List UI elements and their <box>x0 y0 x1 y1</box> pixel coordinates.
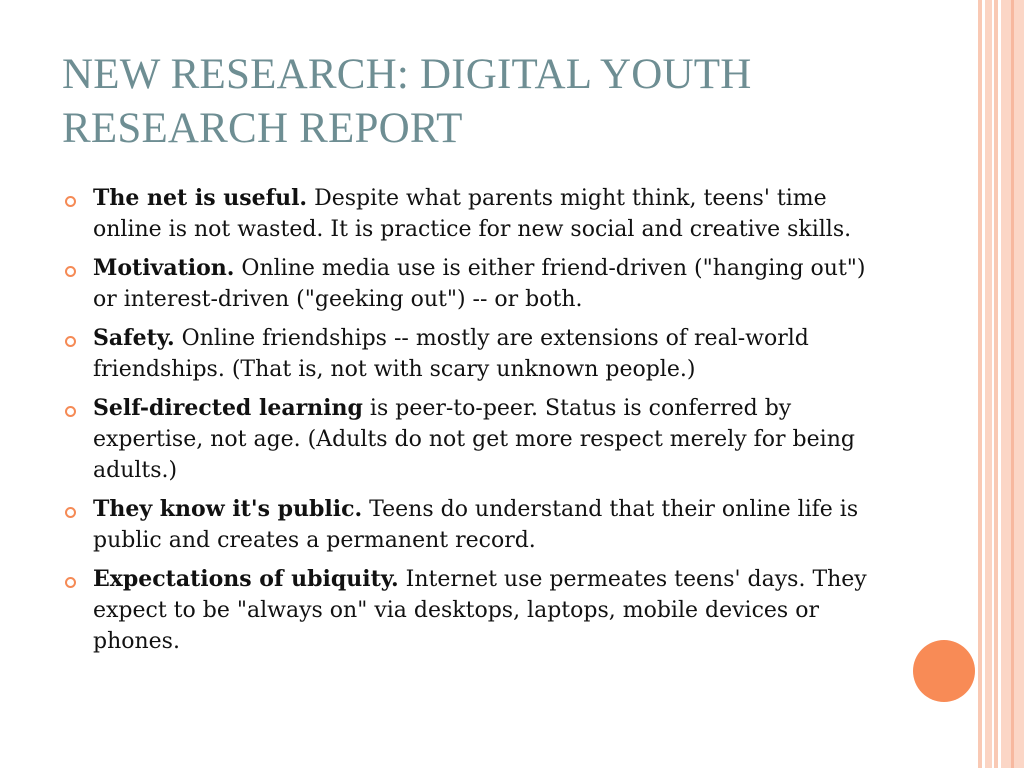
slide-title: NEW RESEARCH: DIGITAL YOUTH RESEARCH REPORT <box>62 51 752 152</box>
bullet-circle-icon <box>65 336 76 347</box>
bullet-lead: Motivation. <box>93 255 235 281</box>
bullet-text: is peer-to-peer. Status is conferred by expertise, not age. (Adults do not get more respect merely for being adults.) <box>93 396 855 483</box>
bullet-list <box>62 183 892 665</box>
bullet-text: Internet use permeates teens' days. They expect to be "always on" via desktops, laptops, mobile devices or phones. <box>93 567 867 654</box>
decorative-stripe <box>994 0 998 768</box>
bullet-lead: Safety. <box>93 325 175 351</box>
bullet-lead: They know it's public. <box>93 496 363 522</box>
bullet-circle-icon <box>65 406 76 417</box>
bullet-item <box>62 564 892 657</box>
bullet-text: Online friendships -- mostly are extensions of real-world friendships. (That is, not with scary unknown people.) <box>93 326 809 382</box>
bullet-item <box>62 253 892 315</box>
bullet-item <box>62 393 892 486</box>
bullet-lead: Self-directed learning <box>93 395 363 421</box>
bullet-lead: The net is useful. <box>93 185 308 211</box>
decorative-stripe <box>978 0 982 768</box>
decorative-stripe <box>985 0 992 768</box>
bullet-lead: Expectations of ubiquity. <box>93 566 399 592</box>
bullet-text: Online media use is either friend-driven ("hanging out") or interest-driven ("geeking out") -- or both. <box>93 256 866 312</box>
bullet-item <box>62 494 892 556</box>
bullet-item <box>62 183 892 245</box>
bullet-circle-icon <box>65 266 76 277</box>
bullet-text: Despite what parents might think, teens' time online is not wasted. It is practice for new social and creative skills. <box>93 186 852 242</box>
bullet-circle-icon <box>65 196 76 207</box>
bullet-text: Teens do understand that their online life is public and creates a permanent record. <box>93 497 859 553</box>
accent-circle-icon <box>913 640 975 702</box>
bullet-item <box>62 323 892 385</box>
bullet-circle-icon <box>65 577 76 588</box>
bullet-circle-icon <box>65 507 76 518</box>
decorative-stripe <box>1011 0 1014 768</box>
